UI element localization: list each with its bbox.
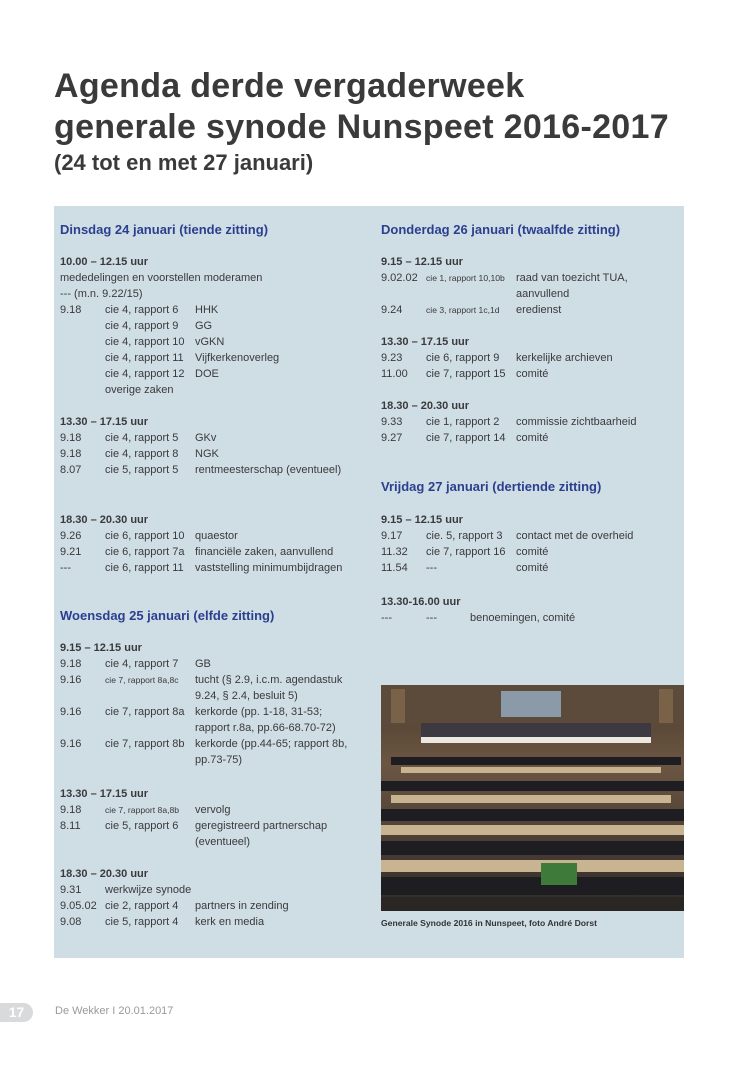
- session-time: 18.30 – 20.30 uur: [60, 514, 149, 526]
- page-title: [54, 66, 724, 148]
- photo-caption: Generale Synode 2016 in Nunspeet, foto André Dorst: [381, 918, 598, 928]
- session-time: 13.30 – 17.15 uur: [60, 788, 149, 800]
- session-time: 13.30 – 17.15 uur: [381, 336, 470, 348]
- footer-publication: De Wekker I 20.01.2017: [55, 1005, 174, 1017]
- title-line-1: Agenda derde vergaderweek: [54, 67, 525, 105]
- session-time: 18.30 – 20.30 uur: [381, 400, 470, 412]
- session-time: 13.30-16.00 uur: [381, 596, 461, 608]
- day-heading-wednesday: Woensdag 25 januari (elfde zitting): [60, 608, 275, 623]
- day-heading-friday: Vrijdag 27 januari (dertiende zitting): [381, 479, 602, 494]
- synod-meeting-photo: [381, 685, 684, 911]
- day-heading-tuesday: Dinsdag 24 januari (tiende zitting): [60, 222, 269, 237]
- agenda-panel: Dinsdag 24 januari (tiende zitting) 10.00 – 12.15 uur mededelingen en voorstellen moderamen --- (m.n. 9.22/15) 9.18 cie 4, rapport 6 HHK cie 4, rapport 9 GG cie 4, rapport 10 vGKN cie 4, rapport 11 Vijfkerkenoverleg cie 4, rapport 12 DOE overige zaken 13.30 – 17.15 uur 9.18 cie 4, rapport 5 GKv 9.18 cie 4, rapport 8 NGK 8.07 cie 5, rapport 5 rentmeesterschap (eventueel) 18.30 – 20.30 uur 9.26 cie 6, rapport 10 quaestor 9.21 cie 6, rapport 7a financiële zaken, aanvullend --- cie 6, rapport 11 vaststelling minimumbijdragen Woensdag 25 januari (elfde zitting) 9.15 – 12.15 uur 9.18 cie 4, rapport 7 GB 9.16 cie 7, rapport 8a,8c tucht (§ 2.9, i.c.m. agendastuk 9.24, § 2.4, besluit 5) 9.16 cie 7, rapport 8a kerkorde (pp. 1-18, 31-53; rapport r.8a, pp.66-68.70-72) 9.16 cie 7, rapport 8b kerkorde (pp.44-65; rapport 8b, pp.73-75) 13.30 – 17.15 uur 9.18 cie 7, rapport 8a,8b vervolg 8.11 cie 5, rapport 6 geregistreerd partnerschap (eventueel) 18.30 – 20.30 uur 9.31 werkwijze synode 9.05.02 cie 2, rapport 4 partners in zending 9.08 cie 5, rapport 4 kerk en media Donderdag 26 januari (twaalfde zitting) 9.15 – 12.15 uur 9.02.02 cie 1, rapport 10,10b raad van toezicht TUA, aanvullend 9.24 cie 3, rapport 1c,1d eredienst 13.30 – 17.15 uur 9.23 cie 6, rapport 9 kerkelijke archieven 11.00 cie 7, rapport 15 comité 18.30 – 20.30 uur 9.33 cie 1, rapport 2 commissie zichtbaarheid 9.27 cie 7, rapport 14 comité Vrijdag 27 januari (dertiende zitting) 9.15 – 12.15 uur 9.17 cie. 5, rapport 3 contact met de overheid 11.32 cie 7, rapport 16 comité 11.54 --- comité 13.30-16.00 uur --- --- benoemingen, comité Generale Synode 2016 in Nunspeet, foto André Dorst: [54, 206, 684, 958]
- page-number: 17: [0, 1003, 33, 1022]
- session-time: 9.15 – 12.15 uur: [381, 514, 463, 526]
- session-time: 9.15 – 12.15 uur: [60, 642, 142, 654]
- session-time: 13.30 – 17.15 uur: [60, 416, 149, 428]
- agenda-text: --- (m.n. 9.22/15): [60, 288, 143, 300]
- agenda-text: mededelingen en voorstellen moderamen: [60, 272, 263, 284]
- session-time: 10.00 – 12.15 uur: [60, 256, 149, 268]
- session-time: 18.30 – 20.30 uur: [60, 868, 149, 880]
- session-time: 9.15 – 12.15 uur: [381, 256, 463, 268]
- title-line-2: generale synode Nunspeet 2016-2017: [54, 108, 669, 146]
- page-subtitle: (24 tot en met 27 januari): [54, 150, 314, 175]
- day-heading-thursday: Donderdag 26 januari (twaalfde zitting): [381, 222, 621, 237]
